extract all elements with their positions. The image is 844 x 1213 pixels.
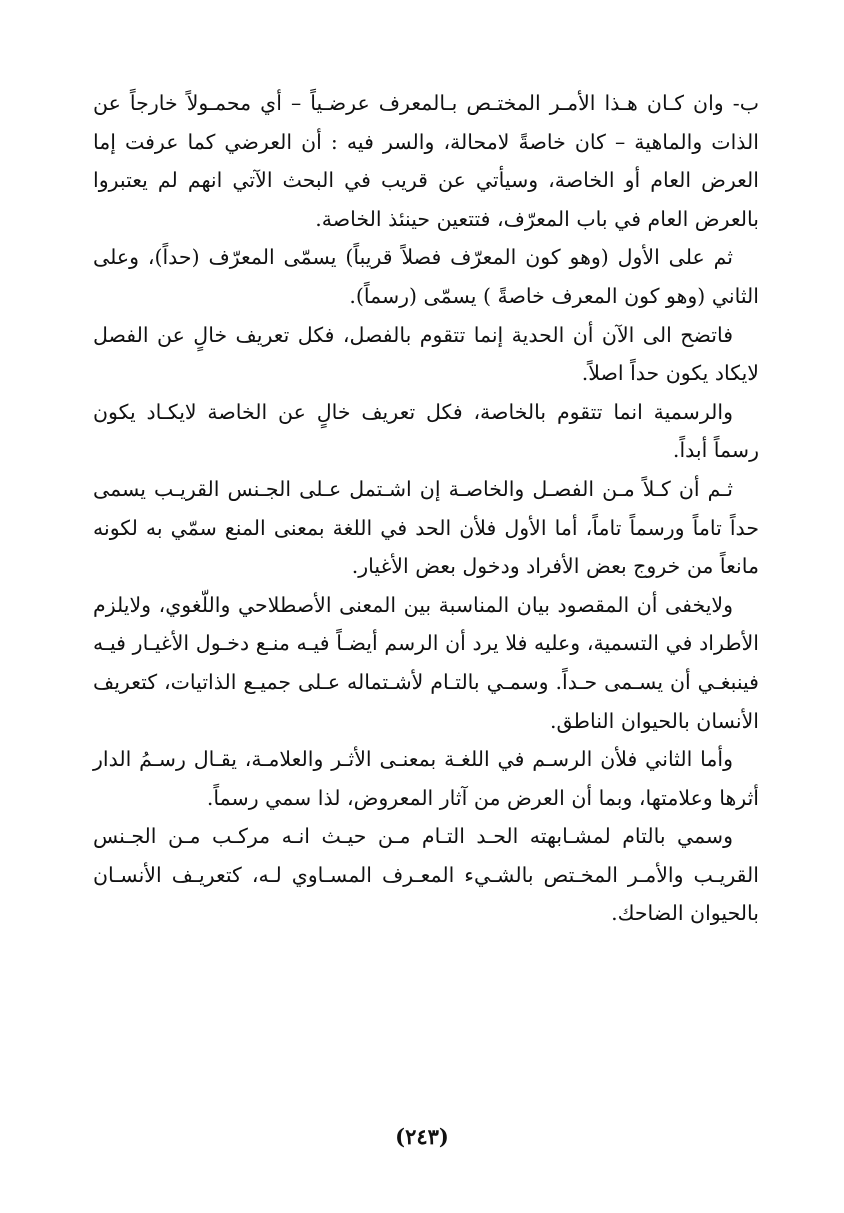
paragraph-1: ب- وان كـان هـذا الأمـر المختـص بـالمعرف عرضـياً – أي محمـولاً خارجاً عن الذات والماهية – كان خاصةً لامحالة، والسر فيه : أن العرضي كما عرفت إما العرض العام أو الخاصة، وسيأتي عن قريب في البحث الآتي انهم لم يعتبروا بالعرض العام في باب المعرّف، فتتعين حينئذ الخاصة. [93,91,759,231]
paragraph-6: ولايخفى أن المقصود بيان المناسبة بين المعنى الأصطلاحي واللّغوي، ولايلزم الأطراد في التسمية، وعليه فلا يرد أن الرسم أيضـاً فيـه منـع دخـول الأغيـار فيـه فينبغـي أن يسـمى حـداً. وسمـي بالتـام لأشـتماله عـلى جميـع الذاتيات، كتعريف الأنسان بالحيوان الناطق. [93,592,759,733]
paragraph-7: وأما الثاني فلأن الرسـم في اللغـة بمعنـى الأثـر والعلامـة، يقـال رسـمُ الدار أثرها وعلامتها، وبما أن العرض من آثار المعروض، لذا سمي رسماً. [93,747,759,810]
paragraph-3: فاتضح الى الآن أن الحدية إنما تتقوم بالفصل، فكل تعريف خالٍ عن الفصل لايكاد يكون حداً اصلاً. [93,322,759,386]
paragraph-4: والرسمية انما تتقوم بالخاصة، فكل تعريف خالٍ عن الخاصة لايكـاد يكون رسماً أبداً. [93,399,759,463]
paragraph-8: وسمي بالتام لمشـابهته الحـد التـام مـن حيـث انـه مركـب مـن الجـنس القريـب والأمـر المخـتص بالشـيء المعـرف المسـاوي لـه، كتعريـف الأنسـان بالحيوان الضاحك. [93,824,759,926]
page-number: (٢٤٣) [395,1124,449,1149]
body-text [93,84,759,933]
paragraph-5: ثـم أن كـلاً مـن الفصـل والخاصـة إن اشـتمل عـلى الجـنس القريـب يسمى حداً تاماً ورسماً تاماً، أما الأول فلأن الحد في اللغة بمعنى المنع سمّي به لكونه مانعاً من خروج بعض الأفراد ودخول بعض الأغيار. [93,476,759,579]
paragraph-2: ثم على الأول (وهو كون المعرّف فصلاً قريباً) يسمّى المعرّف (حداً)، وعلى الثاني (وهو كون المعرف خاصةً ) يسمّى (رسماً). [93,245,759,308]
